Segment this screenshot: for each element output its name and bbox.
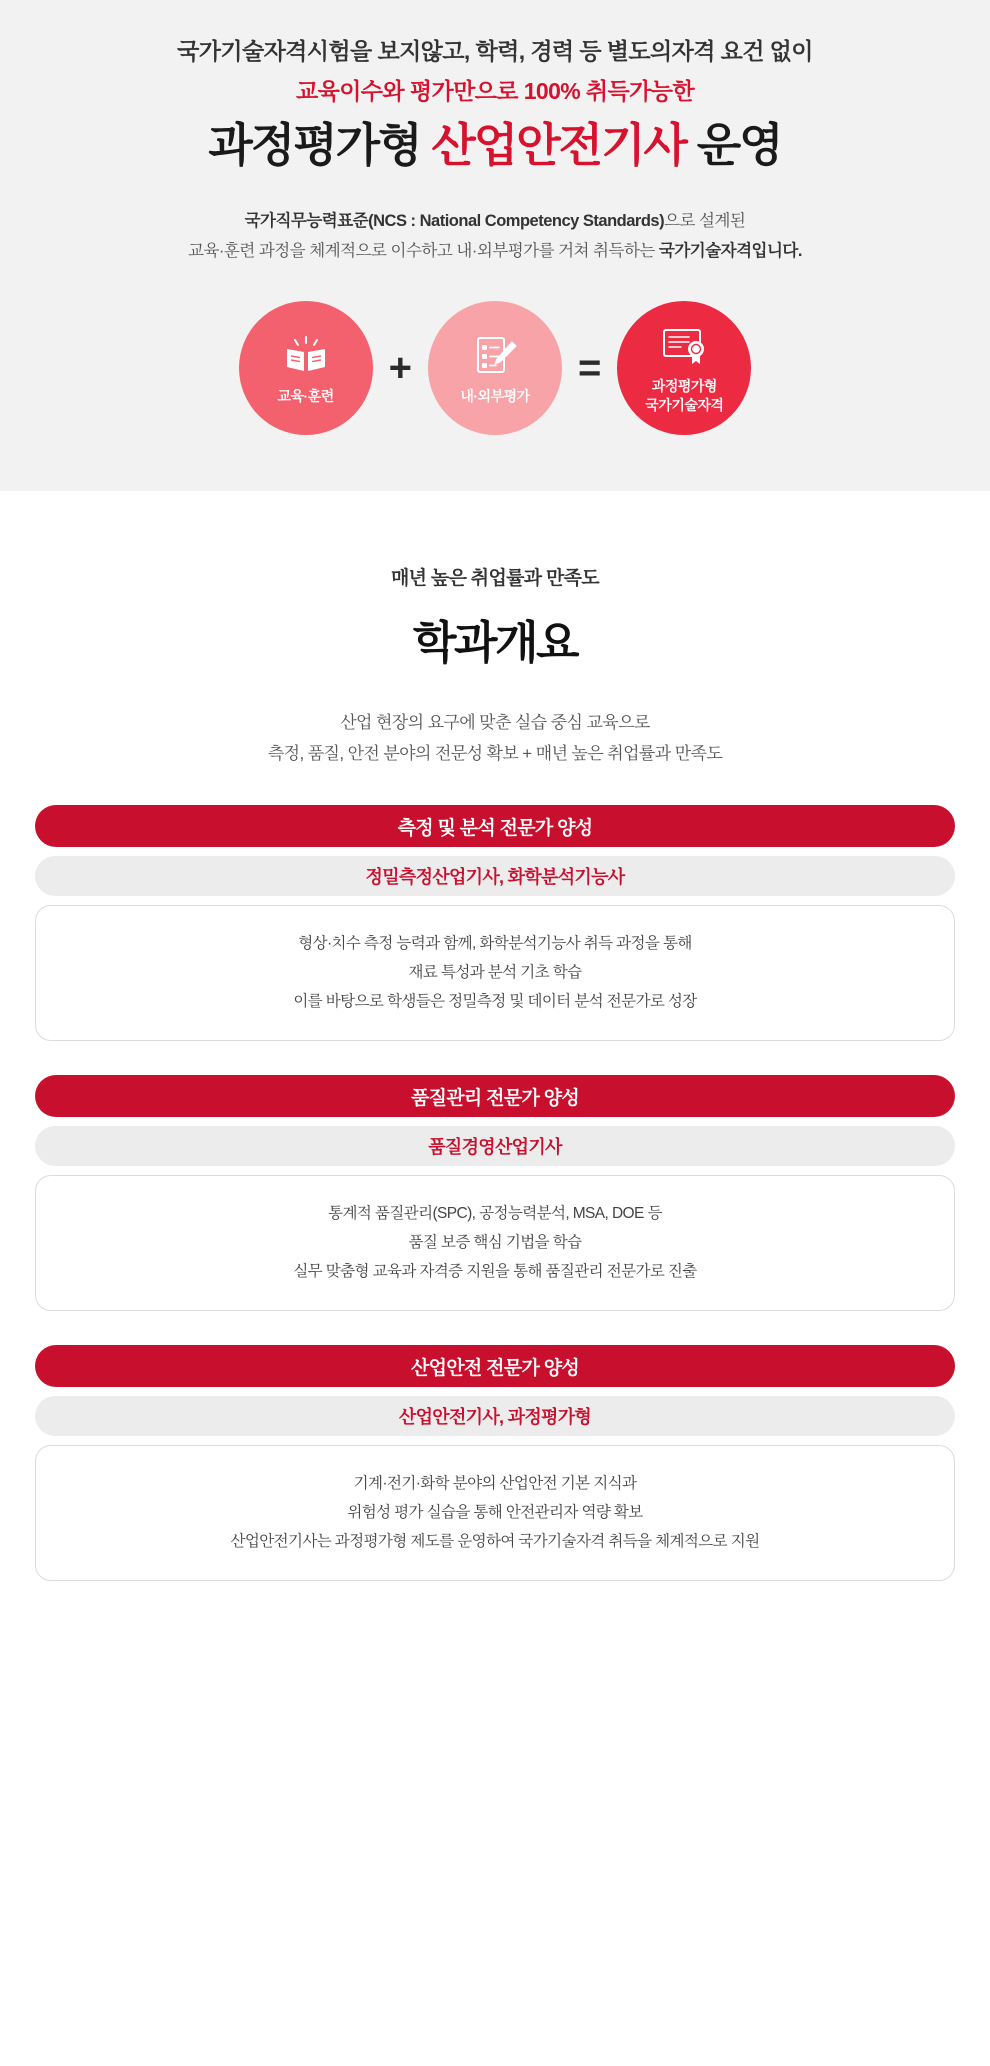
plus-operator-icon: +: [388, 345, 412, 390]
page-title: [0, 117, 990, 175]
overview-description-line-1: 산업 현장의 요구에 맞춘 실습 중심 교육으로: [340, 712, 650, 732]
national-qualification-term: 국가기술자격입니다.: [658, 242, 802, 261]
program-card-title: 측정 및 분석 전문가 양성: [35, 805, 955, 847]
equals-operator-icon: =: [578, 345, 602, 390]
program-card-body-line: 재료 특성과 분석 기초 학습: [408, 963, 582, 981]
hero-lead-line-1: 국가기술자격시험을 보지않고, 학력, 경력 등 별도의자격 요건 없이: [177, 38, 813, 64]
process-diagram: [0, 301, 990, 435]
footer-spacer: [0, 1655, 990, 1695]
certificate-icon: [659, 321, 709, 369]
program-card-body-line: 기계·전기·화학 분야의 산업안전 기본 지식과: [353, 1475, 637, 1493]
program-card-title: 산업안전 전문가 양성: [35, 1345, 955, 1387]
program-card: [35, 1345, 955, 1581]
page-title-part1: 과정평가형: [208, 119, 421, 172]
hero-description: [0, 206, 990, 267]
hero-description-line-1-rest: 으로 설계된: [664, 211, 746, 230]
diagram-caption-education: 교육·훈련: [277, 387, 334, 404]
hero-lead-line-2: 교육이수와 평가만으로 100% 취득가능한: [295, 77, 695, 104]
program-card-body-line: 형상·치수 측정 능력과 함께, 화학분석기능사 취득 과정을 통해: [298, 935, 692, 953]
program-card-body-line: 품질 보증 핵심 기법을 학습: [408, 1233, 582, 1251]
program-card-title: 품질관리 전문가 양성: [35, 1075, 955, 1117]
ncs-term: 국가직무능력표준(NCS : National Competency Standards): [244, 211, 665, 230]
overview-description: [0, 708, 990, 769]
program-card-body-line: 이를 바탕으로 학생들은 정밀측정 및 데이터 분석 전문가로 성장: [293, 992, 697, 1010]
diagram-caption-certificate-line1: 과정평가형: [651, 378, 717, 395]
open-book-icon: [283, 331, 329, 379]
program-card-body-line: 통계적 품질관리(SPC), 공정능력분석, MSA, DOE 등: [328, 1205, 662, 1223]
overview-section: [0, 491, 990, 1656]
checklist-pencil-icon: [472, 331, 518, 379]
diagram-circle-certificate: [617, 301, 751, 435]
diagram-circle-evaluation: [428, 301, 562, 435]
diagram-caption-certificate: [645, 377, 723, 413]
program-card-body-line: 실무 맞춤형 교육과 자격증 지원을 통해 품질관리 전문가로 진출: [293, 1262, 697, 1280]
program-card-body-line: 산업안전기사는 과정평가형 제도를 운영하여 국가기술자격 취득을 체계적으로 지원: [230, 1532, 760, 1550]
page-title-part2: 운영: [696, 119, 782, 172]
program-card-body-line: 위험성 평가 실습을 통해 안전관리자 역량 확보: [347, 1503, 643, 1521]
program-card-certifications: 품질경영산업기사: [35, 1126, 955, 1166]
program-card-body: [35, 905, 955, 1041]
program-card-certifications: 산업안전기사, 과정평가형: [35, 1396, 955, 1436]
program-card: [35, 1075, 955, 1311]
hero-description-line-2: [0, 236, 990, 267]
overview-title: 학과개요: [413, 616, 577, 668]
diagram-circle-education: [239, 301, 373, 435]
program-card-body: [35, 1445, 955, 1581]
diagram-caption-evaluation: 내·외부평가: [460, 387, 530, 404]
overview-subtitle: 매년 높은 취업률과 만족도: [391, 567, 599, 589]
program-card-certifications: 정밀측정산업기사, 화학분석기능사: [35, 856, 955, 896]
page-title-highlight: 산업안전기사: [431, 119, 686, 172]
overview-description-line-2: 측정, 품질, 안전 분야의 전문성 확보 + 매년 높은 취업률과 만족도: [267, 743, 723, 763]
program-card-list: [35, 805, 955, 1581]
diagram-caption-certificate-line2: 국가기술자격: [645, 396, 724, 413]
hero-description-line-1: [0, 206, 990, 237]
hero-section: [0, 0, 990, 491]
program-card: [35, 805, 955, 1041]
program-card-body: [35, 1175, 955, 1311]
hero-description-line-2-pre: 교육·훈련 과정을 체계적으로 이수하고 내·외부평가를 거쳐 취득하는: [188, 242, 659, 261]
